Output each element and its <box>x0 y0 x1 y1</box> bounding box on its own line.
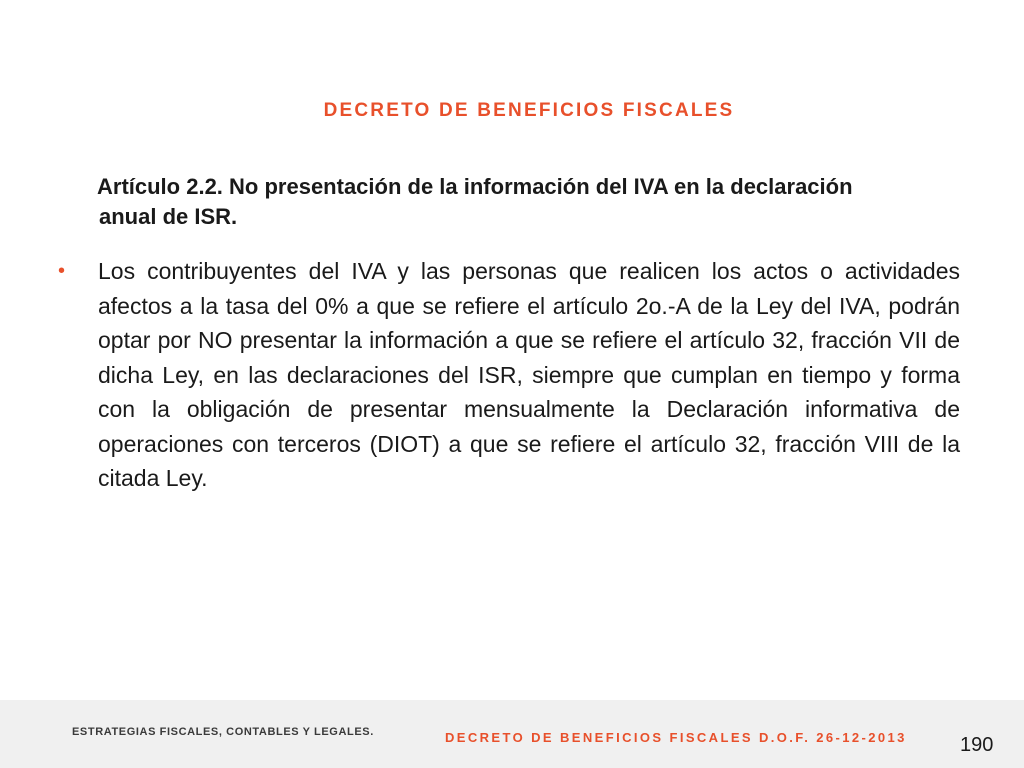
page-number: 190 <box>960 734 994 756</box>
slide-title: DECRETO DE BENEFICIOS FISCALES <box>323 100 735 121</box>
bullet-icon: • <box>58 260 66 282</box>
article-heading <box>97 172 967 232</box>
footer-decree-reference: DECRETO DE BENEFICIOS FISCALES D.O.F. 26-12-2013 <box>445 730 907 745</box>
bullet-paragraph: Los contribuyentes del IVA y las personas que realicen los actos o actividades afectos a la tasa del 0% a que se refiere el artículo 2o.-A de la Ley del IVA, podrán optar por NO presentar la información a que se refiere el artículo 32, fracción VII de dicha Ley, en las declaraciones del ISR, siempre que cumplan en tiempo y forma con la obligación de presentar mensualmente la Declaración informativa de operaciones con terceros (DIOT) a que se refiere el artículo 32, fracción VIII de la citada Ley. <box>98 258 960 491</box>
article-heading-line-2: anual de ISR. <box>99 204 238 229</box>
footer-brand-text: ESTRATEGIAS FISCALES, CONTABLES Y LEGALES. <box>72 726 374 738</box>
footer-bar <box>0 700 1024 768</box>
article-heading-line-1: Artículo 2.2. No presentación de la información del IVA en la declaración <box>97 174 853 199</box>
